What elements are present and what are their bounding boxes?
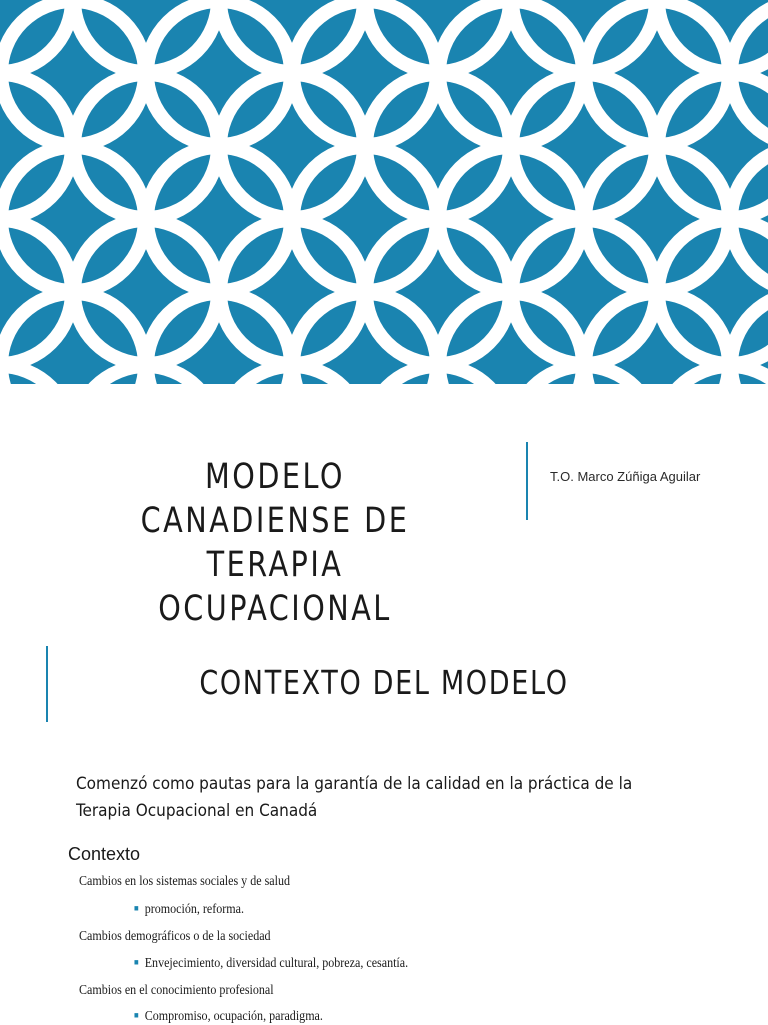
intro-line-2: Terapia Ocupacional en Canadá — [76, 801, 318, 821]
intro-paragraph — [76, 771, 672, 825]
bullet-icon: ■ — [134, 903, 139, 913]
title-divider — [526, 442, 528, 520]
title-line-1: MODELO CANADIENSE DE — [140, 457, 410, 542]
context-subitem — [134, 956, 408, 972]
author-name: T.O. Marco Zúñiga Aguilar — [550, 469, 701, 484]
context-subitem — [134, 902, 244, 918]
title-slide-body — [0, 384, 768, 630]
context-subitem — [134, 1009, 323, 1025]
context-subitem-text: Compromiso, ocupación, paradigma. — [144, 1009, 323, 1024]
bullet-icon: ■ — [134, 957, 139, 967]
bullet-icon: ■ — [134, 1010, 139, 1020]
context-subitem-text: promoción, reforma. — [144, 902, 244, 917]
interlocking-circles-pattern — [0, 0, 768, 384]
context-subitem-text: Envejecimiento, diversidad cultural, pobreza, cesantía. — [144, 956, 409, 971]
slide-title: CONTEXTO DEL MODELO — [199, 663, 569, 702]
title-line-2: TERAPIA OCUPACIONAL — [158, 545, 392, 630]
context-heading: Contexto — [68, 844, 141, 864]
presentation-title — [107, 455, 443, 631]
context-item: Cambios en los sistemas sociales y de salud — [79, 874, 291, 889]
context-item: Cambios demográficos o de la sociedad — [79, 929, 271, 944]
decorative-pattern-banner — [0, 0, 768, 384]
intro-line-1: Comenzó como pautas para la garantía de la calidad en la práctica de la — [76, 774, 633, 794]
content-slide — [0, 620, 768, 1024]
slide-accent-bar — [46, 646, 48, 722]
context-item: Cambios en el conocimiento profesional — [79, 983, 274, 998]
